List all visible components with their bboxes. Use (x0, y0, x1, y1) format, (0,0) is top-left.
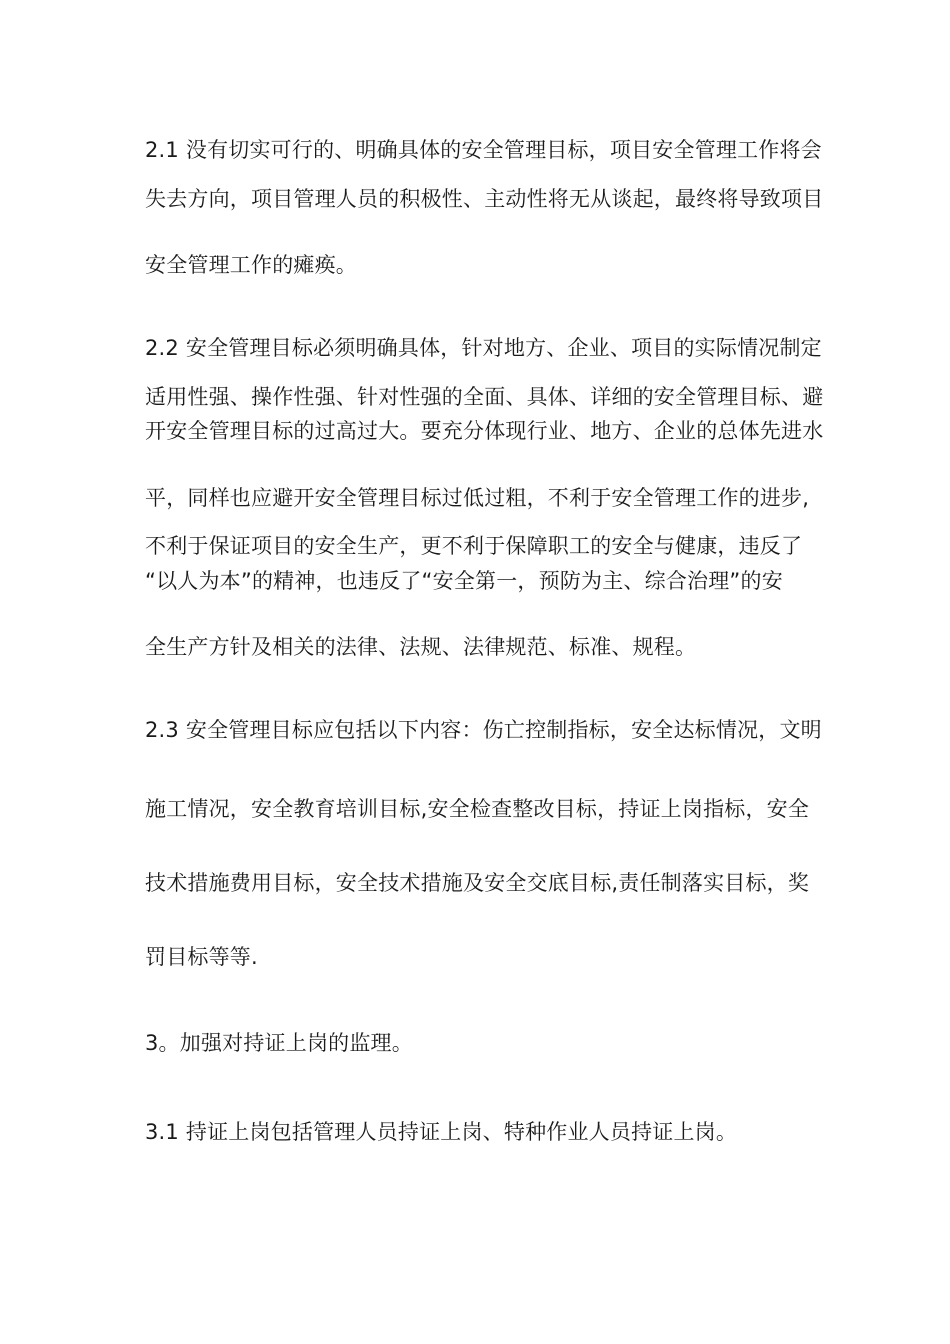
text-line: 安全管理工作的瘫痪。 (145, 253, 357, 277)
text-line: 平，同样也应避开安全管理目标过低过粗，不利于安全管理工作的进步, (145, 486, 810, 510)
text-line: 全生产方针及相关的法律、法规、法律规范、标准、规程。 (145, 635, 697, 659)
text-line: 罚目标等等. (145, 945, 258, 969)
text-line: 2.1 没有切实可行的、明确具体的安全管理目标，项目安全管理工作将会 (145, 138, 822, 162)
text-line: 适用性强、操作性强、针对性强的全面、具体、详细的安全管理目标、避 (145, 385, 824, 409)
text-line: 施工情况，安全教育培训目标,安全检查整改目标，持证上岗指标，安全 (145, 797, 810, 821)
text-line: 技术措施费用目标，安全技术措施及安全交底目标,责任制落实目标，奖 (145, 871, 810, 895)
text-line: 2.3 安全管理目标应包括以下内容：伤亡控制指标，安全达标情况，文明 (145, 718, 822, 742)
text-line: 3。加强对持证上岗的监理。 (145, 1031, 413, 1055)
text-line: 2.2 安全管理目标必须明确具体，针对地方、企业、项目的实际情况制定 (145, 336, 822, 360)
text-line: 失去方向，项目管理人员的积极性、主动性将无从谈起，最终将导致项目 (145, 187, 824, 211)
text-line: 3.1 持证上岗包括管理人员持证上岗、特种作业人员持证上岗。 (145, 1120, 738, 1144)
text-line: 开安全管理目标的过高过大。要充分体现行业、地方、企业的总体先进水 (145, 419, 824, 443)
text-line: 不利于保证项目的安全生产，更不利于保障职工的安全与健康，违反了 (145, 534, 803, 558)
text-line: “以人为本”的精神，也违反了“安全第一，预防为主、综合治理”的安 (145, 569, 783, 593)
